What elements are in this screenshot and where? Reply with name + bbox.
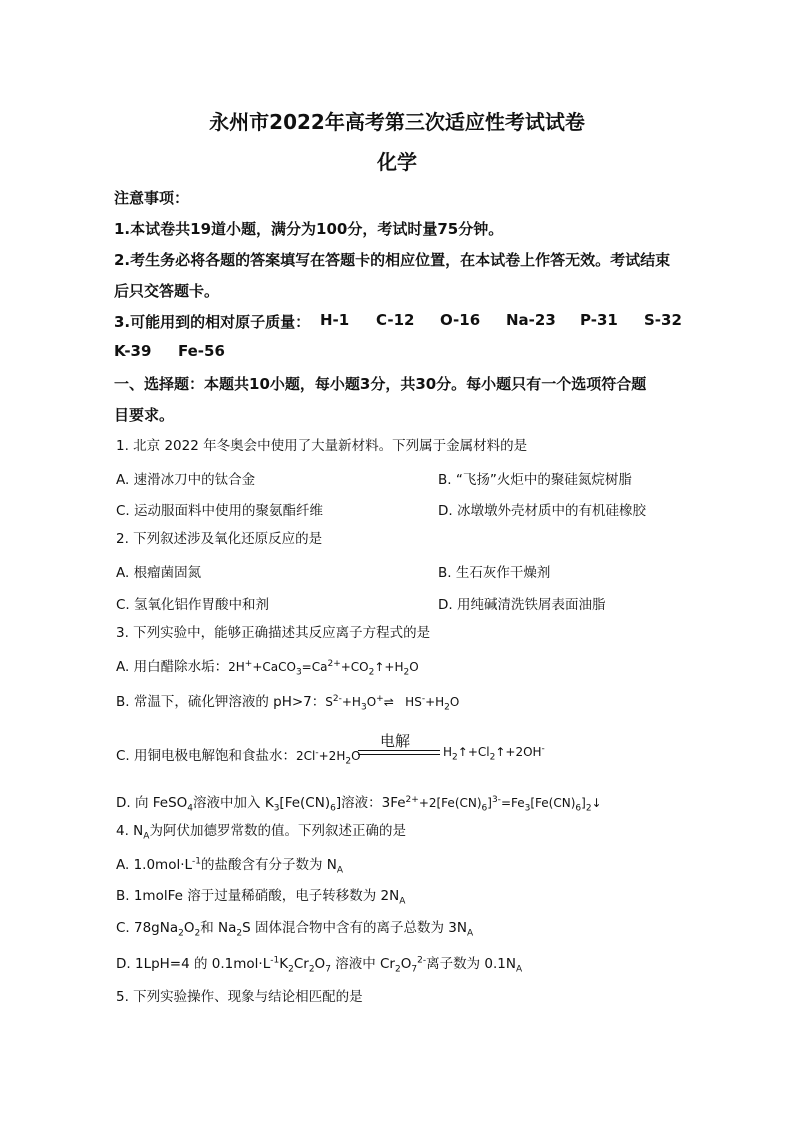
exam-subject: 化学 xyxy=(377,150,417,174)
q3-option-d-label: D. 向 FeSO xyxy=(116,795,188,811)
q3-option-a xyxy=(116,655,419,677)
q4-option-a-text: A. 1.0mol·L xyxy=(116,857,193,873)
exam-title: 永州市2022年高考第三次适应性考试试卷 xyxy=(209,110,585,134)
notice-heading: 注意事项： xyxy=(114,189,190,207)
q3-option-b-label: B. 常温下，硫化钾溶液的 pH>7： xyxy=(116,694,326,710)
mass-s: S-32 xyxy=(644,311,682,329)
q2-option-b: B. 生石灰作干燥剂 xyxy=(438,565,551,581)
q4-option-a: A. $1.0mol\cdot L^{-1}$的盐酸含有分子数为 $N_A$ xyxy=(116,856,344,876)
q1-stem: 1. 北京 2022 年冬奥会中使用了大量新材料。下列属于金属材料的是 xyxy=(116,438,528,454)
notice-item-2-line-2: 后只交答题卡。 xyxy=(114,282,220,300)
q1-option-c: C. 运动服面料中使用的聚氨酯纤维 xyxy=(116,503,324,519)
section-heading-line-2: 目要求。 xyxy=(114,406,175,424)
q2-option-d: D. 用纯碱清洗铁屑表面油脂 xyxy=(438,597,606,613)
q4-option-c-pre: C. 78gNa xyxy=(116,920,179,936)
q3-option-d-equation: $^{2+}+2[Fe(CN)_6]^{3-}=Fe_3[Fe(CN)_6]_2↓$ xyxy=(405,795,602,814)
mass-h: H-1 xyxy=(320,311,350,329)
q4-option-c-tail: S 固体混合物中含有的离子总数为 3N xyxy=(242,920,467,936)
q4-option-c-mid: 和 Na xyxy=(200,920,237,936)
q3-option-c-products: $H_2↑+Cl_2↑+2OH^-$ xyxy=(443,744,545,763)
arrow-line-bottom xyxy=(358,754,440,755)
q4-stem: 4. $N_A$为阿伏加德罗常数的值。下列叙述正确的是 xyxy=(116,823,406,842)
electrolysis-condition: 电解 xyxy=(380,732,411,750)
mass-c: C-12 xyxy=(376,311,415,329)
mass-na: Na-23 xyxy=(506,311,556,329)
q4-option-d-tail: 离子数为 0.1N xyxy=(426,956,516,972)
q4-option-c: C. $78gNa_2O_2$和 $Na_2S$ 固体混合物中含有的离子总数为 $3N_A$ xyxy=(116,920,474,939)
notice-item-1: 1.本试卷共19道小题，满分为100分，考试时量75分钟。 xyxy=(114,220,504,238)
notice-item-3 xyxy=(114,311,310,332)
mass-p: P-31 xyxy=(580,311,618,329)
mass-k: K-39 xyxy=(114,342,152,360)
arrow-line-top xyxy=(358,750,440,751)
q3-option-c-reactants: $2Cl^-+2H_2O$ xyxy=(296,748,361,767)
q4-option-d-pre: D. 1LpH=4 的 0.1mol·L xyxy=(116,956,271,972)
atomic-mass-label: 3.可能用到的相对原子质量： xyxy=(114,313,311,331)
q3-option-a-label: A. 用白醋除水垢： xyxy=(116,659,229,675)
q3-option-d-mid: 溶液中加入 K xyxy=(193,795,274,811)
q2-stem: 2. 下列叙述涉及氧化还原反应的是 xyxy=(116,531,323,547)
q1-option-b: B. “飞扬”火炬中的聚硅氮烷树脂 xyxy=(438,472,632,488)
mass-o: O-16 xyxy=(440,311,481,329)
q3-stem: 3. 下列实验中，能够正确描述其反应离子方程式的是 xyxy=(116,625,431,641)
electrolysis-arrow xyxy=(358,732,440,758)
q4-option-d: D. 1LpH=4 的 $0.1mol\cdot L^{-1}K_2Cr_2O_7$ 溶液中 $Cr_2O_7^{2-}$离子数为 $0.1N_A$ xyxy=(116,955,523,975)
q3-option-d-eq: 溶液：3Fe xyxy=(341,795,406,811)
q5-stem: 5. 下列实验操作、现象与结论相匹配的是 xyxy=(116,989,363,1005)
q2-option-c: C. 氢氧化铝作胃酸中和剂 xyxy=(116,597,270,613)
section-heading-line-1: 一、选择题：本题共10小题，每小题3分，共30分。每小题只有一个选项符合题 xyxy=(114,375,647,393)
q3-option-a-equation: $2H^++CaCO_3=Ca^{2+}+CO_2↑+H_2O$ xyxy=(228,659,419,678)
q3-option-b-equation: $S^{2-}+H_3O^+\rightleftharpoons$ $HS^-+H_2O$ xyxy=(325,694,460,713)
q1-option-d: D. 冰墩墩外壳材质中的有机硅橡胶 xyxy=(438,503,646,519)
q3-option-b xyxy=(116,690,459,712)
q4-option-b: B. 1molFe 溶于过量稀硝酸，电子转移数为 $2N_A$ xyxy=(116,888,406,907)
q3-option-c xyxy=(116,744,361,766)
q4-option-a-tail: 的盐酸含有分子数为 N xyxy=(201,857,337,873)
notice-item-2-line-1: 2.考生务必将各题的答案填写在答题卡的相应位置，在本试卷上作答无效。考试结束 xyxy=(114,251,671,269)
q3-option-d-complex: $[Fe(CN)_6]$ xyxy=(279,795,342,814)
q3-option-c-label: C. 用铜电极电解饱和食盐水： xyxy=(116,748,297,764)
q2-option-a: A. 根瘤菌固氮 xyxy=(116,565,202,581)
q1-option-a: A. 速滑冰刀中的钛合金 xyxy=(116,472,256,488)
q3-option-d: D. 向 FeSO$_4$溶液中加入 $K_3[Fe(CN)_6]$溶液：$3Fe^{2+}+2[Fe(CN)_6]^{3-}=Fe_3[Fe(CN)_6]_2↓$ xyxy=(116,795,602,814)
q4-stem-text: 为阿伏加德罗常数的值。下列叙述正确的是 xyxy=(149,823,406,839)
mass-fe: Fe-56 xyxy=(178,342,225,360)
q4-option-b-text: B. 1molFe 溶于过量稀硝酸，电子转移数为 2N xyxy=(116,888,400,904)
